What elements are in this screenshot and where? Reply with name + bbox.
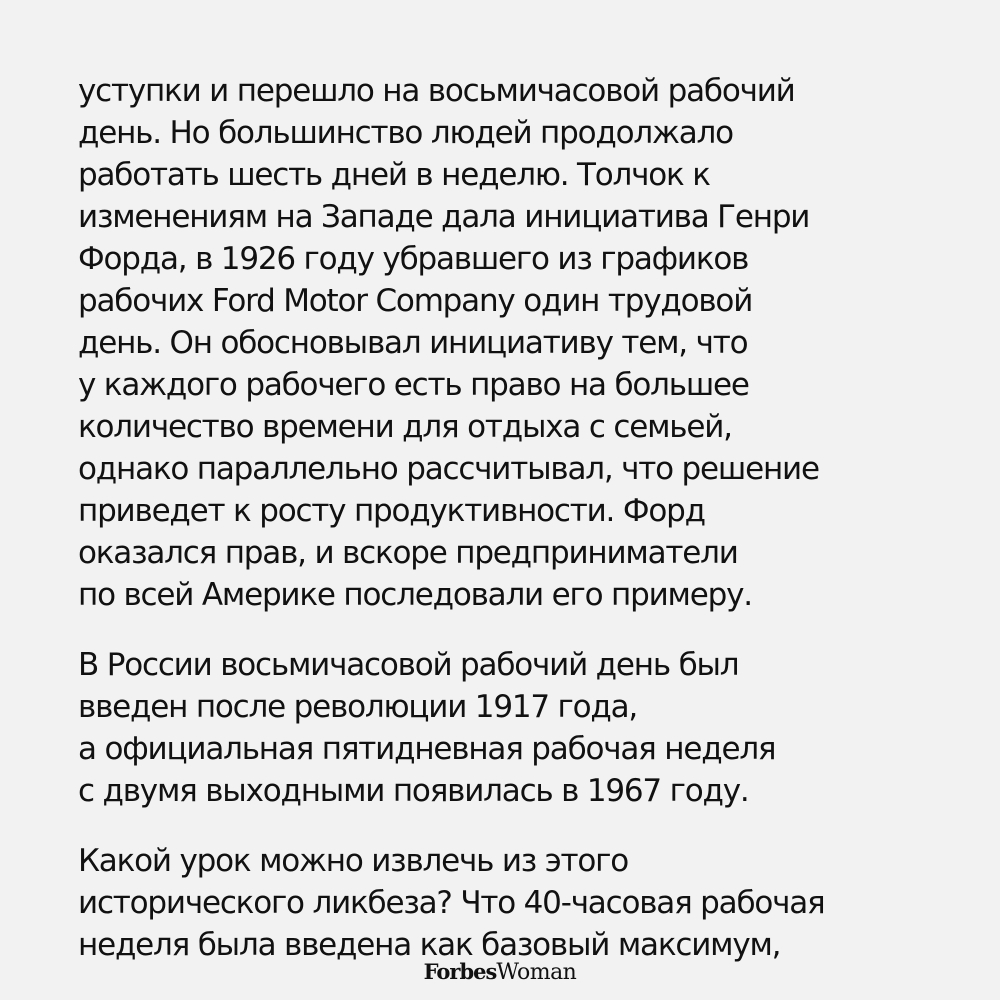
text-line: приведет к росту продуктивности. Форд xyxy=(78,493,705,529)
text-line: уступки и перешло на восьмичасовой рабочий xyxy=(78,73,795,109)
text-line: неделя была введена как базовый максимум, xyxy=(78,927,781,963)
text-line: рабочих Ford Motor Company один трудовой xyxy=(78,283,753,319)
paragraph-lesson xyxy=(78,840,978,966)
text-line: по всей Америке последовали его примеру. xyxy=(78,577,752,613)
text-line: В России восьмичасовой рабочий день был xyxy=(78,647,739,683)
forbes-woman-logo xyxy=(0,958,1000,988)
text-line: исторического ликбеза? Что 40-часовая рабочая xyxy=(78,885,825,921)
text-line: у каждого рабочего есть право на большее xyxy=(78,367,749,403)
text-line: введен после революции 1917 года, xyxy=(78,689,638,725)
paragraph-ford xyxy=(78,70,978,616)
text-line: оказался прав, и вскоре предприниматели xyxy=(78,535,738,571)
logo-forbes-text: Forbes xyxy=(423,959,497,984)
logo-woman-text: Woman xyxy=(496,960,577,985)
text-line: количество времени для отдыха с семьей, xyxy=(78,409,732,445)
text-line: день. Но большинство людей продолжало xyxy=(78,115,733,151)
paragraph-russia xyxy=(78,644,978,812)
text-line: однако параллельно рассчитывал, что решение xyxy=(78,451,819,487)
text-line: Какой урок можно извлечь из этого xyxy=(78,843,629,879)
text-line: с двумя выходными появилась в 1967 году. xyxy=(78,773,749,809)
text-line: Форда, в 1926 году убравшего из графиков xyxy=(78,241,749,277)
text-line: работать шесть дней в неделю. Толчок к xyxy=(78,157,710,193)
text-line: изменениям на Западе дала инициатива Генри xyxy=(78,199,810,235)
text-line: день. Он обосновывал инициативу тем, что xyxy=(78,325,748,361)
article-text xyxy=(78,70,978,966)
text-line: а официальная пятидневная рабочая неделя xyxy=(78,731,776,767)
